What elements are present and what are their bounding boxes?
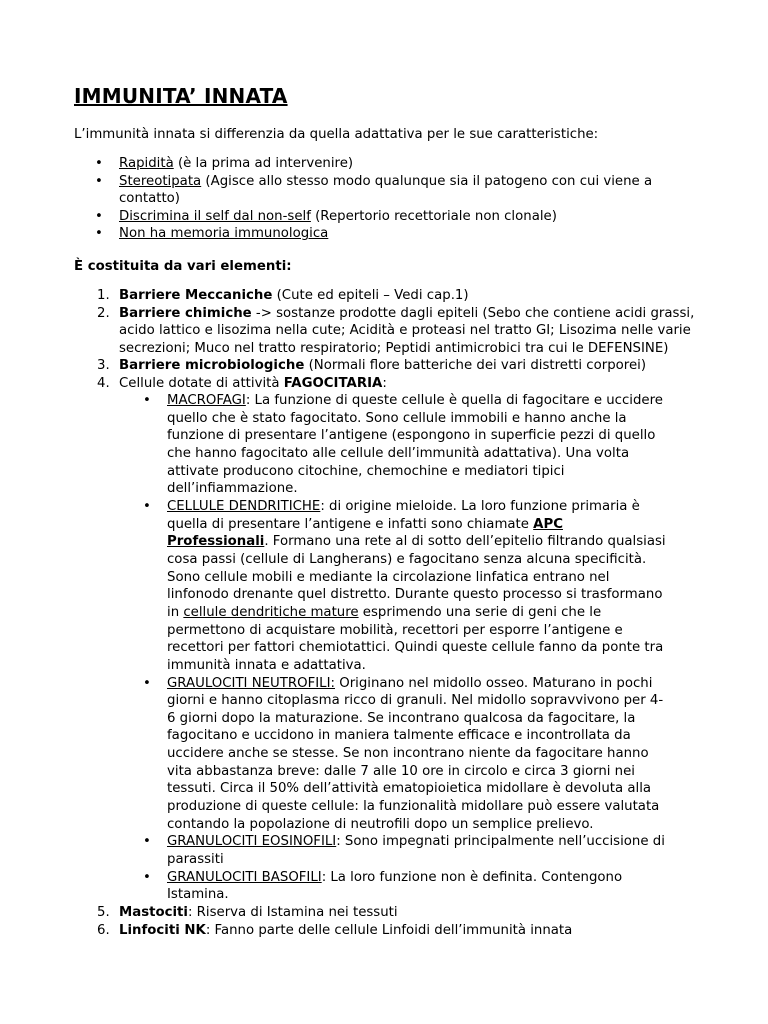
list-item	[74, 155, 714, 173]
list-item	[119, 869, 669, 904]
element-post: :	[382, 375, 387, 391]
item-number: 3.	[97, 358, 110, 373]
list-item	[74, 375, 714, 905]
list-item	[74, 305, 714, 358]
item-number: 1.	[97, 288, 110, 303]
cells-list	[119, 392, 669, 904]
features-list	[74, 155, 714, 243]
element-term: Barriere microbiologiche	[119, 358, 305, 373]
item-number: 4.	[97, 375, 110, 391]
feature-desc: (è la prima ad intervenire)	[173, 156, 354, 171]
item-number: 5.	[97, 905, 110, 921]
cell-term: CELLULE DENDRITICHE	[167, 498, 321, 514]
cell-desc: : di origine mieloide. La loro funzione primaria è quella di presentare l’antigene e infatti sono chiamate	[167, 498, 640, 532]
list-item	[119, 392, 669, 498]
element-desc: : Fanno parte delle cellule Linfoidi dell’immunità innata	[205, 922, 573, 938]
cell-desc: : Sono impegnati principalmente nell’uccisione di parassiti	[167, 834, 665, 868]
element-term: Mastociti	[119, 905, 188, 921]
elements-list	[74, 287, 714, 939]
cell-highlight: cellule dendritiche mature	[183, 604, 359, 620]
item-number: 6.	[97, 922, 110, 938]
page-title: IMMUNITA’ INNATA	[74, 84, 288, 108]
list-item	[74, 173, 714, 208]
section-subtitle: È costituita da vari elementi:	[74, 259, 292, 274]
list-item	[74, 225, 714, 243]
feature-term: Stereotipata	[119, 173, 202, 189]
list-item	[74, 922, 714, 940]
cell-term: GRAULOCITI NEUTROFILI:	[167, 675, 335, 691]
element-term: Barriere Meccaniche	[119, 288, 273, 303]
cell-term: GRANULOCITI EOSINOFILI	[167, 834, 337, 850]
element-desc: (Cute ed epiteli – Vedi cap.1)	[272, 288, 469, 303]
element-pre: Cellule dotate di attività	[119, 375, 284, 391]
feature-desc: (Agisce allo stesso modo qualunque sia il patogeno con cui viene a contatto)	[119, 173, 653, 207]
element-term: FAGOCITARIA	[283, 375, 383, 391]
list-item	[74, 287, 714, 305]
cell-desc: Originano nel midollo osseo. Maturano in pochi giorni e hanno citoplasma ricco di granuli. Nel midollo sopravvivono per 4-6 giorni dopo la maturazione. Se incontrano qualcosa da fagocitare, la fagocitano e uccidono in maniera talmente efficace e incontrollata da uccidere anche se stesse. Se non incontrano niente da fagocitare hanno vita abbastanza breve: dalle 7 alle 10 ore in circolo e circa 3 giorni nei tessuti. Circa il 50% dell’attività ematopioietica midollare è devoluta alla produzione di queste cellule: la funzionalità midollare può essere valutata contando la popolazione di neutrofili dopo un semplice prelievo.	[167, 675, 664, 832]
cell-desc: : La loro funzione non è definita. Contengono Istamina.	[167, 869, 623, 903]
element-term: Barriere chimiche	[119, 305, 252, 321]
cell-highlight: APC Professionali	[167, 516, 563, 550]
list-item	[74, 208, 714, 226]
feature-term: Rapidità	[119, 156, 174, 171]
element-desc: : Riserva di Istamina nei tessuti	[187, 905, 398, 921]
list-item	[119, 675, 669, 834]
list-item	[74, 357, 714, 375]
cell-term: MACROFAGI	[167, 393, 246, 408]
cell-term: GRANULOCITI BASOFILI	[167, 869, 322, 885]
list-item	[119, 833, 669, 868]
feature-term: Discrimina il self dal non-self	[119, 208, 311, 224]
list-item	[119, 498, 669, 675]
list-item	[74, 904, 714, 922]
cell-desc: : La funzione di queste cellule è quella di fagocitare e uccidere quello che è stato fagocitato. Sono cellule immobili e hanno anche la funzione di presentare l’antigene (espongono in superficie pezzi di quello che hanno fagocitato alle cellule dell’immunità adattativa). Una volta attivate producono citochine, chemochine e mediatori tipici dell’infiammazione.	[167, 393, 663, 497]
element-desc: (Normali flore batteriche dei vari distretti corporei)	[304, 358, 647, 373]
intro-paragraph: L’immunità innata si differenzia da quella adattativa per le sue caratteristiche:	[74, 127, 599, 142]
feature-desc: (Repertorio recettoriale non clonale)	[310, 208, 557, 224]
element-desc: -> sostanze prodotte dagli epiteli (Sebo che contiene acidi grassi, acido lattico e lisozima nella cute; Acidità e proteasi nel tratto GI; Lisozima nelle varie secrezioni; Muco nel tratto respiratorio; Peptidi antimicrobici tra cui le DEFENSINE)	[119, 305, 695, 356]
cell-desc: . Formano una rete al di sotto dell’epitelio filtrando qualsiasi cosa passi (cellule di Langherans) e fagocitano senza alcuna specificità. Sono cellule mobili e mediante la circolazione linfatica entrano nel linfonodo drenante quel distretto. Durante questo processo si trasformano in	[167, 534, 666, 620]
element-term: Linfociti NK	[119, 922, 206, 938]
feature-term: Non ha memoria immunologica	[119, 226, 329, 242]
item-number: 2.	[97, 305, 110, 321]
cell-desc: esprimendo una serie di geni che le permettono di acquistare mobilità, recettori per esporre l’antigene e recettori per fattori chemiotattici. Quindi queste cellule fanno da ponte tra immunità innata e adattativa.	[167, 604, 664, 673]
